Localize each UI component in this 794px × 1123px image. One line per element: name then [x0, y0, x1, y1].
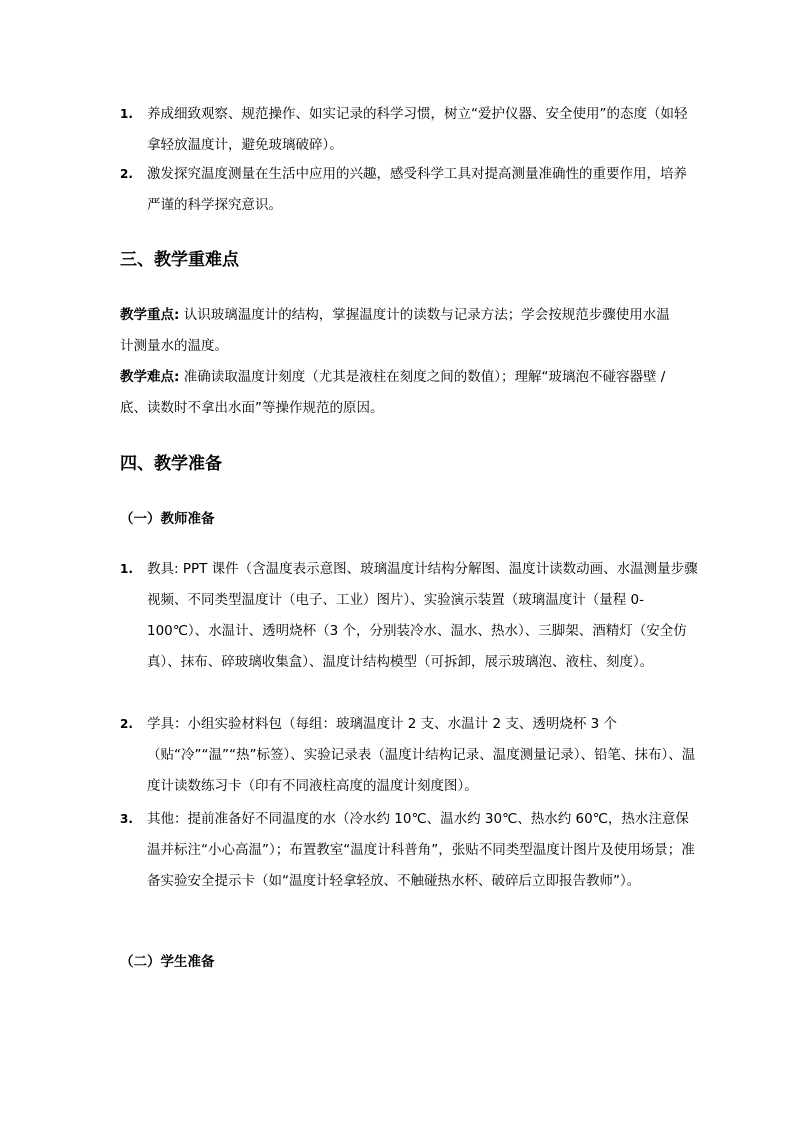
list-item	[120, 159, 700, 221]
list-text: 激发探究温度测量在生活中应用的兴趣，感受科学工具对提高测量准确性的重要作用，培养严谨的科学探究意识。	[147, 166, 687, 213]
section-heading: 三、教学重难点	[120, 250, 239, 270]
list-item	[120, 709, 700, 802]
subsection-heading: （二）学生准备	[120, 954, 215, 970]
section-heading: 四、教学准备	[120, 454, 222, 474]
list-number: 3.	[120, 812, 133, 826]
list-number: 2.	[120, 717, 133, 731]
difficult-points-label: 教学难点:	[120, 369, 180, 385]
key-points-label: 教学重点:	[120, 307, 180, 323]
difficult-points-text: 准确读取温度计刻度（尤其是液柱在刻度之间的数值）；理解“玻璃泡不碰容器壁 / 底、读数时不拿出水面”等操作规范的原因。	[120, 369, 666, 416]
list-number: 2.	[120, 167, 133, 181]
subsection-heading: （一）教师准备	[120, 511, 215, 527]
list-number: 1.	[120, 107, 133, 121]
list-item	[120, 99, 700, 161]
key-points-text: 认识玻璃温度计的结构，掌握温度计的读数与记录方法；学会按规范步骤使用水温计测量水的温度。	[120, 307, 670, 354]
list-item	[120, 554, 700, 678]
list-text: 学具：小组实验材料包（每组：玻璃温度计 2 支、水温计 2 支、透明烧杯 3 个（贴“冷”“温”“热”标签）、实验记录表（温度计结构记录、温度测量记录）、铅笔、抹布）、温度计读数练习卡（印有不同液柱高度的温度计刻度图）。	[147, 716, 696, 794]
list-text: 养成细致观察、规范操作、如实记录的科学习惯，树立“爱护仪器、安全使用”的态度（如轻拿轻放温度计，避免玻璃破碎）。	[147, 106, 688, 153]
list-text: 其他：提前准备好不同温度的水（冷水约 10℃、温水约 30℃、热水约 60℃，热水注意保温并标注“小心高温”）；布置教室“温度计科普角”，张贴不同类型温度计图片及使用场景；准备实验安全提示卡（如“温度计轻拿轻放、不触碰热水杯、破碎后立即报告教师”）。	[147, 811, 695, 889]
list-text: 教具: PPT 课件（含温度表示意图、玻璃温度计结构分解图、温度计读数动画、水温测量步骤视频、不同类型温度计（电子、工业）图片）、实验演示装置（玻璃温度计（量程 0-100℃）、水温计、透明烧杯（3 个，分别装冷水、温水、热水）、三脚架、酒精灯（安全仿真）、抹布、碎玻璃收集盒）、温度计结构模型（可拆卸，展示玻璃泡、液柱、刻度）。	[147, 561, 698, 670]
list-number: 1.	[120, 562, 133, 576]
difficult-points-paragraph	[120, 362, 680, 424]
list-item	[120, 804, 700, 897]
key-points-paragraph	[120, 300, 680, 362]
